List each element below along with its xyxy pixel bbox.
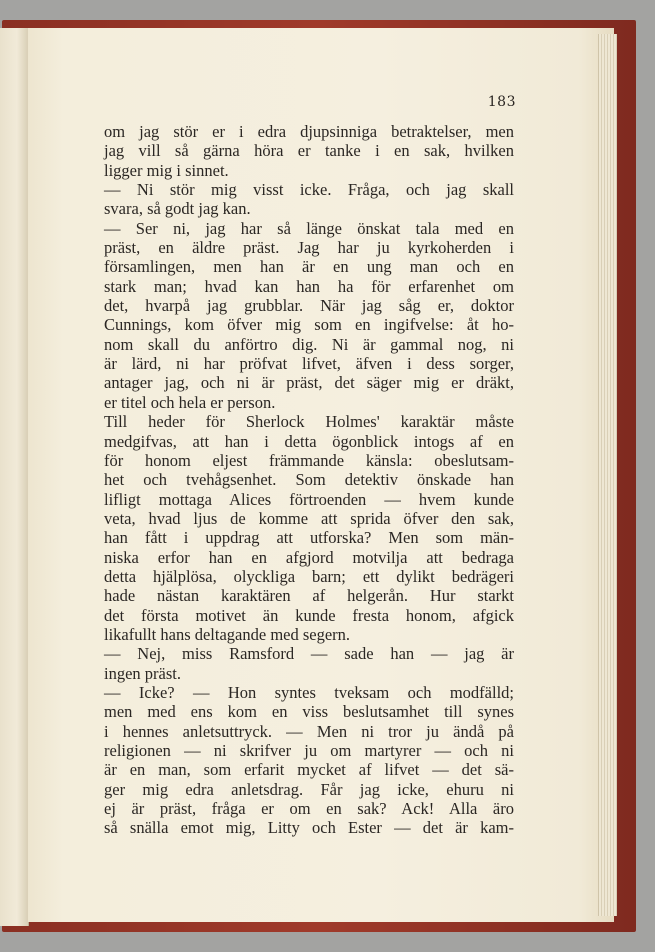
text-line: — Icke? — Hon syntes tveksam och modfälld; xyxy=(104,682,514,702)
text-line: präst, en äldre präst. Jag har ju kyrkoherden i xyxy=(104,238,514,258)
page-body-text xyxy=(104,122,514,838)
text-line: ej är präst, fråga er om en sak? Ack! Alla äro xyxy=(104,799,514,819)
text-line: så snälla emot mig, Litty och Ester — det är kam- xyxy=(104,818,514,838)
text-line: Cunnings, kom öfver mig som en ingifvelse: åt ho- xyxy=(104,315,514,335)
text-line: religionen — ni skrifver ju om martyrer — och ni xyxy=(104,741,514,760)
text-line: är en man, som erfarit mycket af lifvet — det sä- xyxy=(104,760,514,780)
text-line: detta hjälplösa, olyckliga barn; ett dylikt bedrägeri xyxy=(104,566,514,586)
text-line: antager jag, och ni är präst, det säger mig er dräkt, xyxy=(104,373,514,393)
text-line: hade nästan karaktären af helgerån. Hur starkt xyxy=(104,586,514,606)
text-line: han fått i uppdrag att utforska? Men som män- xyxy=(104,528,514,548)
text-line: er titel och hela er person. xyxy=(104,392,276,412)
page-number: 183 xyxy=(487,94,516,110)
text-line: likafullt hans deltagande med segern. xyxy=(104,624,351,644)
text-line: het och tvehågsenhet. Som detektiv önskade han xyxy=(104,470,514,490)
text-line: ingen präst. xyxy=(104,663,181,683)
text-line: — Nej, miss Ramsford — sade han — jag är xyxy=(104,644,514,664)
text-line: det första motivet än kunde fresta honom, afgick xyxy=(104,605,514,625)
text-line: — Ser ni, jag har så länge önskat tala med en xyxy=(104,218,514,238)
text-line: för honom eljest främmande känsla: obeslutsam- xyxy=(104,450,514,470)
page-stack-edges xyxy=(598,34,617,916)
text-line: om jag stör er i edra djupsinniga betraktelser, men xyxy=(104,122,514,141)
text-line: veta, hvad ljus de komme att sprida öfver den sak, xyxy=(104,508,514,528)
left-page-edge xyxy=(0,28,29,926)
text-line: församlingen, men han är en ung man och en xyxy=(104,257,514,277)
text-line: Till heder för Sherlock Holmes' karaktär måste xyxy=(104,412,514,432)
text-line: — Ni stör mig visst icke. Fråga, och jag skall xyxy=(104,180,514,200)
text-line: ger mig edra anletsdrag. Får jag icke, ehuru ni xyxy=(104,779,514,799)
text-line: nom skall du anförtro dig. Ni är gammal nog, ni xyxy=(104,334,514,354)
text-line: men med ens kom en viss beslutsamhet till synes xyxy=(104,702,514,722)
text-line: niska erfor han en afgjord motvilja att bedraga xyxy=(104,547,514,567)
text-line: det, hvarpå jag grubblar. När jag såg er, doktor xyxy=(104,296,514,316)
text-line: lifligt mottaga Alices förtroenden — hvem kunde xyxy=(104,489,514,509)
text-line: är lärd, ni har pröfvat lifvet, äfven i dess sorger, xyxy=(104,354,514,374)
text-line: stark man; hvad kan han ha för erfarenhet om xyxy=(104,276,514,296)
text-line: ligger mig i sinnet. xyxy=(104,160,229,180)
text-line: medgifvas, att han i detta ögonblick intogs af en xyxy=(104,431,514,451)
text-line: i hennes anletsuttryck. — Men ni tror ju ändå på xyxy=(104,721,514,741)
text-line: jag vill så gärna höra er tanke i en sak, hvilken xyxy=(104,141,514,161)
text-line: svara, så godt jag kan. xyxy=(104,199,251,219)
